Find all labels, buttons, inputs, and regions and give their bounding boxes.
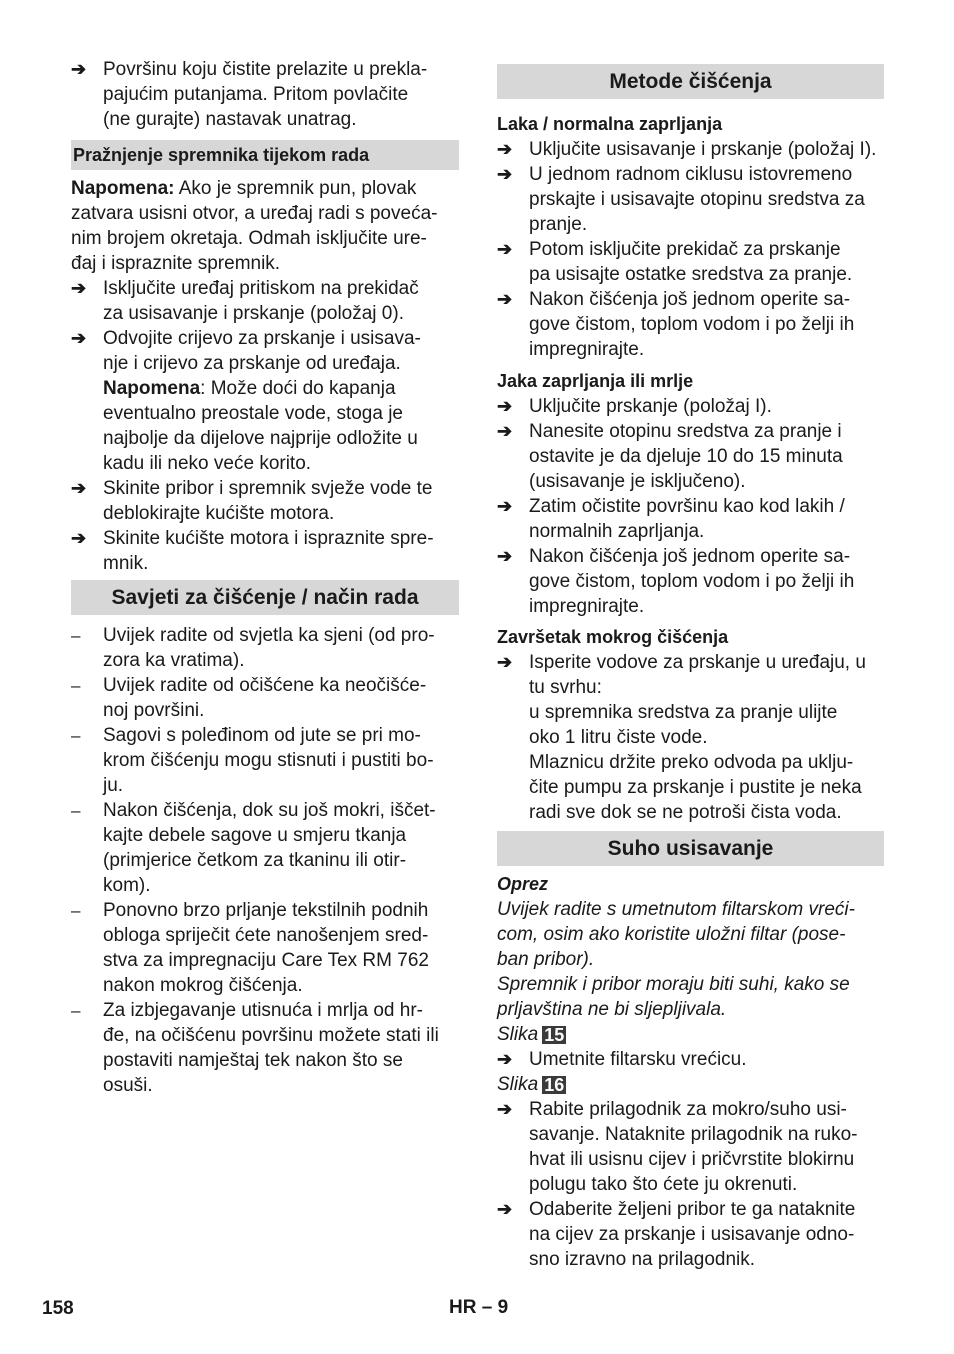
- dash-bullet: –: [71, 1001, 81, 1020]
- text-line: ban pribor).: [497, 949, 595, 970]
- arrow-right-icon: ➔: [497, 421, 513, 441]
- text-line: Za izbjegavanje utisnuća i mrlja od hr-: [103, 1000, 423, 1021]
- text-line: kadu ili neko veće korito.: [103, 453, 312, 474]
- arrow-right-icon: ➔: [497, 139, 513, 159]
- text-line: pajućim putanjama. Pritom povlačite: [103, 84, 409, 105]
- step-item: [497, 419, 884, 494]
- text-line: Uvijek radite od svjetla ka sjeni (od pro-: [103, 625, 435, 646]
- text-line: gove čistom, toplom vodom i po želji ih: [529, 571, 855, 592]
- step-item: [497, 287, 884, 362]
- text-line: zora ka vratima).: [103, 650, 245, 671]
- step-item: [497, 1097, 884, 1197]
- text-line: osuši.: [103, 1075, 153, 1096]
- section-heading: Savjeti za čišćenje / način rada: [71, 580, 459, 615]
- text-line: Isperite vodove za prskanje u uređaju, u: [529, 652, 866, 673]
- arrow-right-icon: ➔: [497, 1199, 513, 1219]
- arrow-right-icon: ➔: [497, 1049, 513, 1069]
- text-line: oko 1 litru čiste vode.: [529, 727, 708, 748]
- text-line: Spremnik i pribor moraju biti suhi, kako se: [497, 974, 850, 995]
- text-line: đe, na očišćenu površinu možete stati ili: [103, 1025, 439, 1046]
- text-line: nakon mokrog čišćenja.: [103, 975, 303, 996]
- text-line: nim brojem okretaja. Odmah isključite ure-: [71, 228, 427, 249]
- tip-item: [71, 998, 459, 1098]
- text-line: polugu tako što ćete ju okrenuti.: [529, 1174, 798, 1195]
- text-line: Isključite uređaj pritiskom na prekidač: [103, 278, 419, 299]
- text-line: Nanesite otopinu sredstva za pranje i: [529, 421, 842, 442]
- text-line: Ponovno brzo prljanje tekstilnih podnih: [103, 900, 429, 921]
- arrow-right-icon: ➔: [71, 59, 87, 79]
- figure-reference: [497, 1072, 884, 1097]
- text-line: Potom isključite prekidač za prskanje: [529, 239, 841, 260]
- section-heading: Suho usisavanje: [497, 831, 884, 866]
- text-line: deblokirajte kućište motora.: [103, 503, 335, 524]
- text-line: ostavite je da djeluje 10 do 15 minuta: [529, 446, 843, 467]
- text-line: Odaberite željeni pribor te ga nataknite: [529, 1199, 856, 1220]
- step-item: [497, 162, 884, 237]
- section-heading: Pražnjenje spremnika tijekom rada: [71, 140, 459, 170]
- text-line: Uvijek radite od očišćene ka neočišće-: [103, 675, 427, 696]
- section-heading: Metode čišćenja: [497, 64, 884, 99]
- note-paragraph: [103, 376, 459, 401]
- figure-label: Slika: [497, 1074, 539, 1095]
- text-line: Uvijek radite s umetnutom filtarskom vreći-: [497, 899, 855, 920]
- caution-title: Oprez: [497, 874, 549, 894]
- step-item: [71, 476, 459, 526]
- text-line: Nakon čišćenja, dok su još mokri, iščet-: [103, 800, 436, 821]
- arrow-right-icon: ➔: [497, 546, 513, 566]
- section-page-label: HR – 9: [449, 1297, 509, 1318]
- tip-item: [71, 623, 459, 673]
- step-item: [497, 650, 884, 825]
- arrow-right-icon: ➔: [497, 289, 513, 309]
- text-line: Odvojite crijevo za prskanje i usisava-: [103, 328, 421, 349]
- dash-bullet: –: [71, 626, 81, 645]
- text-line: gove čistom, toplom vodom i po želji ih: [529, 314, 855, 335]
- text-line: (primjerice četkom za tkaninu ili otir-: [103, 850, 407, 871]
- text-line: prljavština ne bi sljepljivala.: [497, 999, 727, 1020]
- step-item: [497, 394, 884, 419]
- step-item: [71, 57, 459, 132]
- text-line: Umetnite filtarsku vrećicu.: [529, 1049, 747, 1070]
- subheading: Jaka zaprljanja ili mrlje: [497, 371, 694, 391]
- text-line: obloga spriječit ćete nanošenjem sred-: [103, 925, 429, 946]
- figure-label: Slika: [497, 1024, 539, 1045]
- text-line: u spremnika sredstva za pranje ulijte: [529, 702, 838, 723]
- text-line: eventualno preostale vode, stoga je: [103, 403, 403, 424]
- step-item: [497, 1047, 884, 1072]
- text-line: Nakon čišćenja još jednom operite sa-: [529, 546, 851, 567]
- text-line: U jednom radnom ciklusu istovremeno: [529, 164, 853, 185]
- text-line: zatvara usisni otvor, a uređaj radi s poveća-: [71, 203, 438, 224]
- tip-item: [71, 798, 459, 898]
- figure-number-badge: 16: [544, 1075, 565, 1095]
- text-line: Uključite prskanje (položaj I).: [529, 396, 772, 417]
- text-line: Zatim očistite površinu kao kod lakih /: [529, 496, 845, 517]
- tip-item: [71, 898, 459, 998]
- text-line: Skinite pribor i spremnik svježe vode te: [103, 478, 433, 499]
- step-item: [497, 137, 884, 162]
- text-line: stva za impregnaciju Care Tex RM 762: [103, 950, 429, 971]
- note-paragraph: [71, 176, 459, 201]
- text-line: nje i crijevo za prskanje od uređaja.: [103, 353, 401, 374]
- tip-item: [71, 673, 459, 723]
- step-item: [497, 544, 884, 619]
- text-line: Površinu koju čistite prelazite u prekla-: [103, 59, 428, 80]
- text-line: sno izravno na prilagodnik.: [529, 1249, 756, 1270]
- arrow-right-icon: ➔: [71, 328, 87, 348]
- arrow-right-icon: ➔: [497, 396, 513, 416]
- page-number: 158: [42, 1298, 74, 1319]
- arrow-right-icon: ➔: [497, 239, 513, 259]
- text-line: (usisavanje je isključeno).: [529, 471, 746, 492]
- text-line: prskajte i usisavajte otopinu sredstva za: [529, 189, 865, 210]
- subheading: Završetak mokrog čišćenja: [497, 627, 729, 647]
- text-line: ju.: [103, 775, 124, 796]
- right-column: [497, 64, 884, 1272]
- figure-number-badge: 15: [544, 1025, 565, 1045]
- text-line: noj površini.: [103, 700, 205, 721]
- text-line: Ako je spremnik pun, plovak: [174, 178, 417, 199]
- figure-reference: [497, 1022, 884, 1047]
- text-line: đaj i ispraznite spremnik.: [71, 253, 281, 274]
- dash-bullet: –: [71, 801, 81, 820]
- text-line: (ne gurajte) nastavak unatrag.: [103, 109, 357, 130]
- text-line: krom čišćenju mogu stisnuti i pustiti bo-: [103, 750, 434, 771]
- text-line: Rabite prilagodnik za mokro/suho usi-: [529, 1099, 847, 1120]
- step-item: [71, 276, 459, 326]
- note-label: Napomena:: [71, 178, 175, 199]
- note-label: Napomena: [103, 378, 201, 399]
- text-line: Nakon čišćenja još jednom operite sa-: [529, 289, 851, 310]
- arrow-right-icon: ➔: [497, 652, 513, 672]
- text-line: najbolje da dijelove najprije odložite u: [103, 428, 418, 449]
- arrow-right-icon: ➔: [497, 1099, 513, 1119]
- arrow-right-icon: ➔: [71, 278, 87, 298]
- step-item: [497, 494, 884, 544]
- text-line: savanje. Nataknite prilagodnik na ruko-: [529, 1124, 858, 1145]
- step-item: [497, 237, 884, 287]
- dash-bullet: –: [71, 676, 81, 695]
- text-line: na cijev za prskanje i usisavanje odno-: [529, 1224, 855, 1245]
- dash-bullet: –: [71, 901, 81, 920]
- arrow-right-icon: ➔: [497, 164, 513, 184]
- text-line: mnik.: [103, 553, 149, 574]
- subheading: Laka / normalna zaprljanja: [497, 114, 723, 134]
- arrow-right-icon: ➔: [71, 478, 87, 498]
- text-line: pranje.: [529, 214, 588, 235]
- arrow-right-icon: ➔: [497, 496, 513, 516]
- arrow-right-icon: ➔: [71, 528, 87, 548]
- text-line: Mlaznicu držite preko odvoda pa uklju-: [529, 752, 854, 773]
- text-line: Sagovi s poleđinom od jute se pri mo-: [103, 725, 421, 746]
- text-line: kajte debele sagove u smjeru tkanja: [103, 825, 407, 846]
- text-line: radi sve dok se ne potroši čista voda.: [529, 802, 842, 823]
- left-column: [71, 57, 459, 1098]
- text-line: kom).: [103, 875, 151, 896]
- text-line: hvat ili usisnu cijev i pričvrstite blokirnu: [529, 1149, 855, 1170]
- text-line: tu svrhu:: [529, 677, 602, 698]
- text-line: postaviti namještaj tek nakon što se: [103, 1050, 403, 1071]
- text-line: com, osim ako koristite uložni filtar (pose-: [497, 924, 846, 945]
- text-line: Skinite kućište motora i ispraznite spre-: [103, 528, 434, 549]
- text-line: čite pumpu za prskanje i pustite je neka: [529, 777, 862, 798]
- text-line: Uključite usisavanje i prskanje (položaj I).: [529, 139, 877, 160]
- text-line: normalnih zaprljanja.: [529, 521, 705, 542]
- step-item: [71, 526, 459, 576]
- text-line: : Može doći do kapanja: [200, 378, 396, 399]
- step-item: [71, 326, 459, 476]
- text-line: impregnirajte.: [529, 339, 645, 360]
- tip-item: [71, 723, 459, 798]
- text-line: za usisavanje i prskanje (položaj 0).: [103, 303, 404, 324]
- dash-bullet: –: [71, 726, 81, 745]
- step-item: [497, 1197, 884, 1272]
- text-line: impregnirajte.: [529, 596, 645, 617]
- text-line: pa usisajte ostatke sredstva za pranje.: [529, 264, 853, 285]
